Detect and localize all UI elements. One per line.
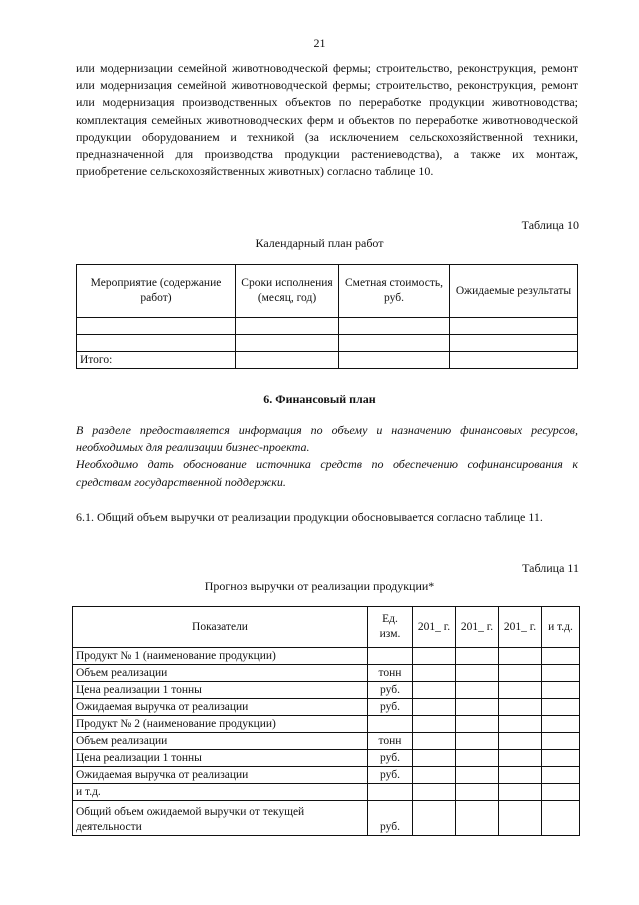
section-title: 6. Финансовый план	[263, 392, 376, 406]
row-label: и т.д.	[73, 784, 368, 801]
total-label: Итого:	[77, 352, 236, 369]
table-row	[73, 665, 580, 682]
row-unit: руб.	[368, 801, 413, 836]
value-cell	[413, 733, 456, 750]
value-cell	[542, 767, 580, 784]
row-unit: руб.	[368, 750, 413, 767]
instruction-text: Необходимо дать обоснование источника средств по обеспечению софинансирования к средствам государственной поддержки.	[76, 457, 578, 489]
value-cell	[542, 665, 580, 682]
table-header-row	[73, 607, 580, 648]
table-row	[73, 767, 580, 784]
intro-paragraph: или модернизации семейной животноводческой фермы; строительство, реконструкция, ремонт или модернизация семейной животноводческой фермы; строительство, реконструкция, ремонт или модернизация производственных объектов по переработке продукции животноводства; комплектация семейных животноводческих ферм и объектов по переработке животноводческой продукции оборудованием и техникой (за исключением сельскохозяйственной техники, предназначенной для производства продукции растениеводства), а также их монтаж, приобретение сельскохозяйственных животных) согласно таблице 10.	[76, 61, 578, 179]
table-total-row	[77, 352, 578, 369]
row-unit: руб.	[368, 682, 413, 699]
value-cell	[542, 784, 580, 801]
table-row	[77, 335, 578, 352]
value-cell	[456, 665, 499, 682]
revenue-forecast-table	[72, 606, 580, 836]
value-cell	[456, 699, 499, 716]
value-cell	[456, 767, 499, 784]
value-cell	[456, 716, 499, 733]
value-cell	[542, 716, 580, 733]
value-cell	[413, 801, 456, 836]
header-cost: Сметная стоимость, руб.	[339, 265, 450, 318]
header-unit: Ед. изм.	[368, 607, 413, 648]
header-activity: Мероприятие (содержание работ)	[77, 265, 236, 318]
table10-title: Календарный план работ	[255, 236, 384, 250]
row-unit	[368, 648, 413, 665]
value-cell	[413, 716, 456, 733]
value-cell	[413, 699, 456, 716]
calendar-plan-table	[76, 264, 578, 369]
value-cell	[456, 733, 499, 750]
value-cell	[413, 767, 456, 784]
row-label: Продукт № 1 (наименование продукции)	[73, 648, 368, 665]
row-label: Продукт № 2 (наименование продукции)	[73, 716, 368, 733]
table11-title: Прогноз выручки от реализации продукции*	[204, 579, 435, 593]
row-label: Ожидаемая выручка от реализации	[73, 699, 368, 716]
section-instructions	[76, 422, 578, 491]
value-cell	[456, 682, 499, 699]
value-cell	[499, 648, 542, 665]
table-row	[73, 716, 580, 733]
row-unit: тонн	[368, 665, 413, 682]
value-cell	[456, 784, 499, 801]
paragraph-6-1: 6.1. Общий объем выручки от реализации продукции обосновывается согласно таблице 11.	[76, 510, 543, 524]
value-cell	[413, 665, 456, 682]
row-label: Объем реализации	[73, 665, 368, 682]
value-cell	[542, 733, 580, 750]
table-row	[73, 648, 580, 665]
value-cell	[456, 801, 499, 836]
value-cell	[542, 648, 580, 665]
table-row	[73, 784, 580, 801]
header-terms: Сроки исполнения (месяц, год)	[236, 265, 339, 318]
row-label: Цена реализации 1 тонны	[73, 682, 368, 699]
table-row	[77, 318, 578, 335]
value-cell	[413, 648, 456, 665]
row-label: Цена реализации 1 тонны	[73, 750, 368, 767]
value-cell	[542, 750, 580, 767]
value-cell	[413, 784, 456, 801]
value-cell	[499, 699, 542, 716]
value-cell	[499, 716, 542, 733]
table11-label: Таблица 11	[522, 561, 579, 575]
value-cell	[542, 682, 580, 699]
row-unit	[368, 784, 413, 801]
value-cell	[499, 767, 542, 784]
table-header-row	[77, 265, 578, 318]
value-cell	[413, 682, 456, 699]
value-cell	[499, 784, 542, 801]
table10-label: Таблица 10	[521, 218, 579, 232]
header-year-1: 201_ г.	[413, 607, 456, 648]
row-unit	[368, 716, 413, 733]
table-row	[73, 682, 580, 699]
table-row	[73, 801, 580, 836]
value-cell	[542, 699, 580, 716]
table-row	[73, 733, 580, 750]
table-row	[73, 699, 580, 716]
row-unit: руб.	[368, 767, 413, 784]
value-cell	[499, 682, 542, 699]
value-cell	[456, 750, 499, 767]
value-cell	[499, 750, 542, 767]
row-label: Общий объем ожидаемой выручки от текущей деятельности	[73, 801, 368, 836]
header-etc: и т.д.	[542, 607, 580, 648]
header-year-2: 201_ г.	[456, 607, 499, 648]
value-cell	[542, 801, 580, 836]
value-cell	[499, 733, 542, 750]
page-number: 21	[313, 36, 326, 50]
row-unit: тонн	[368, 733, 413, 750]
value-cell	[499, 665, 542, 682]
header-year-3: 201_ г.	[499, 607, 542, 648]
value-cell	[499, 801, 542, 836]
value-cell	[413, 750, 456, 767]
row-label: Ожидаемая выручка от реализации	[73, 767, 368, 784]
header-indicators: Показатели	[73, 607, 368, 648]
value-cell	[456, 648, 499, 665]
header-results: Ожидаемые результаты	[450, 265, 578, 318]
table-row	[73, 750, 580, 767]
row-label: Объем реализации	[73, 733, 368, 750]
instruction-text: В разделе предоставляется информация по объему и назначению финансовых ресурсов, необходимых для реализации бизнес-проекта.	[76, 423, 578, 455]
row-unit: руб.	[368, 699, 413, 716]
